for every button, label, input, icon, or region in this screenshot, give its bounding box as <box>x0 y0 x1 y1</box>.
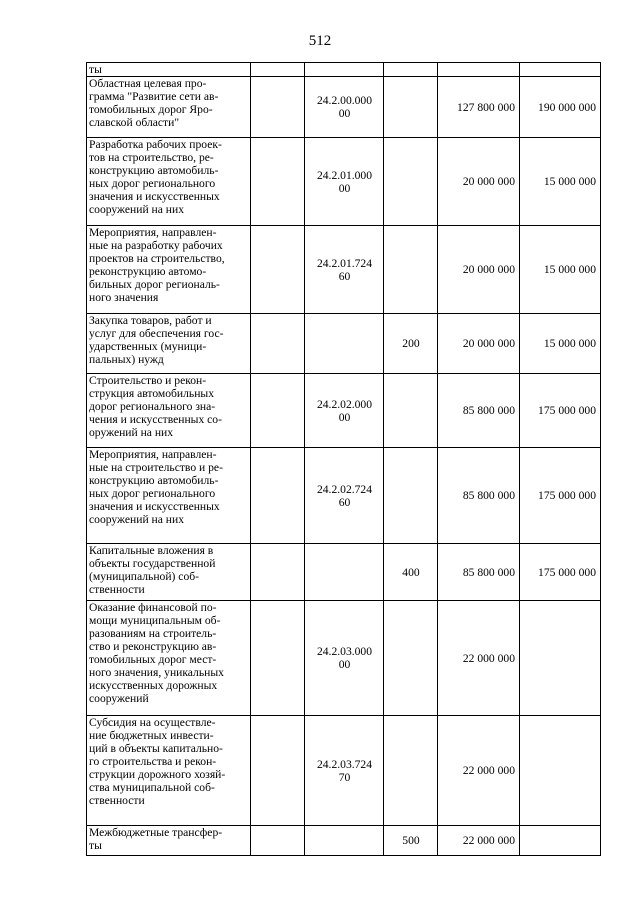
row-type-cell <box>384 77 438 138</box>
row-col2-cell <box>251 226 305 314</box>
row-amount-2-text: 15 000 000 <box>543 337 596 350</box>
row-amount-2-cell <box>520 448 601 544</box>
table-row <box>87 544 601 601</box>
row-amount-2-text: 15 000 000 <box>543 175 596 188</box>
row-name-cell <box>87 448 251 544</box>
row-code-text: 24.2.03.000 00 <box>316 645 373 671</box>
row-amount-2-text: 175 000 000 <box>538 404 596 417</box>
row-amount-2-text: 190 000 000 <box>538 100 596 114</box>
table-body <box>87 63 601 856</box>
row-col2-cell <box>251 826 305 856</box>
row-col2-cell <box>251 138 305 226</box>
row-amount-1-cell <box>438 826 520 856</box>
row-amount-1-text: 20 000 000 <box>462 175 515 188</box>
row-name-cell <box>87 544 251 601</box>
row-col2-cell <box>251 716 305 826</box>
row-amount-1-cell <box>438 716 520 826</box>
table-row <box>87 138 601 226</box>
row-type-cell <box>384 314 438 374</box>
row-amount-2-cell <box>520 138 601 226</box>
row-name-text: ты <box>89 63 102 76</box>
row-amount-1-text: 85 800 000 <box>462 565 515 579</box>
row-amount-2-cell <box>520 63 601 77</box>
row-amount-2-text: 175 000 000 <box>538 489 596 502</box>
table-row <box>87 716 601 826</box>
row-code-text: 24.2.02.724 60 <box>316 482 373 509</box>
row-name-cell <box>87 226 251 314</box>
row-amount-1-text: 22 000 000 <box>462 651 515 665</box>
row-name-text: Мероприятия, направлен- ные на разработку рабочих проектов на строительство, реконструкцию автомо- бильных дорог региональ- ного значения <box>89 226 225 304</box>
row-code-cell <box>305 826 384 856</box>
row-code-text: 24.2.03.724 70 <box>316 757 373 784</box>
row-col2-cell <box>251 601 305 716</box>
row-name-cell <box>87 716 251 826</box>
row-type-cell <box>384 826 438 856</box>
row-name-text: Межбюджетные трансфер- ты <box>89 826 223 852</box>
row-amount-2-cell <box>520 601 601 716</box>
row-code-text: 24.2.00.000 00 <box>316 94 373 120</box>
row-col2-cell <box>251 77 305 138</box>
table-row <box>87 374 601 448</box>
row-type-text: 400 <box>402 565 420 579</box>
row-type-cell <box>384 716 438 826</box>
row-code-cell <box>305 374 384 448</box>
row-code-text: 24.2.01.000 00 <box>316 168 373 195</box>
row-code-cell <box>305 77 384 138</box>
row-code-cell <box>305 226 384 314</box>
table-row <box>87 226 601 314</box>
row-type-text: 200 <box>402 337 420 350</box>
row-amount-2-cell <box>520 374 601 448</box>
row-amount-1-cell <box>438 448 520 544</box>
row-amount-1-text: 20 000 000 <box>462 263 515 276</box>
table-row <box>87 448 601 544</box>
row-name-text: Строительство и рекон- струкция автомобильных дорог регионального зна- чения и искусственных со- оружений на них <box>89 374 222 439</box>
row-amount-1-cell <box>438 226 520 314</box>
row-amount-2-cell <box>520 314 601 374</box>
row-amount-2-cell <box>520 826 601 856</box>
row-name-cell <box>87 314 251 374</box>
row-name-cell <box>87 63 251 77</box>
row-amount-1-cell <box>438 77 520 138</box>
row-amount-2-text: 15 000 000 <box>543 263 596 276</box>
row-amount-1-text: 22 000 000 <box>462 834 515 847</box>
row-col2-cell <box>251 63 305 77</box>
row-type-cell <box>384 374 438 448</box>
row-name-cell <box>87 374 251 448</box>
row-amount-2-text: 175 000 000 <box>538 565 596 579</box>
row-amount-1-cell <box>438 314 520 374</box>
row-amount-1-cell <box>438 544 520 601</box>
row-amount-1-text: 20 000 000 <box>462 337 515 350</box>
row-type-cell <box>384 601 438 716</box>
row-name-cell <box>87 826 251 856</box>
row-code-cell <box>305 63 384 77</box>
table-row <box>87 826 601 856</box>
row-type-cell <box>384 544 438 601</box>
row-name-text: Закупка товаров, работ и услуг для обеспечения гос- ударственных (муници- пальных) нужд <box>89 314 224 366</box>
row-col2-cell <box>251 374 305 448</box>
row-amount-1-text: 85 800 000 <box>462 489 515 502</box>
row-type-text: 500 <box>402 834 420 847</box>
row-type-cell <box>384 63 438 77</box>
row-name-text: Оказание финансовой по- мощи муниципальным об- разованиям на строитель- ство и реконструкцию ав- томобильных дорог мест- ного значения, уникальных искусственных дорожных сооружений <box>89 601 224 705</box>
row-code-text: 24.2.01.724 60 <box>316 256 373 283</box>
budget-table <box>86 62 601 856</box>
table-row <box>87 63 601 77</box>
row-name-text: Мероприятия, направлен- ные на строительство и ре- конструкцию автомобиль- ных дорог регионального значения и искусственных сооружений на них <box>89 448 223 526</box>
row-col2-cell <box>251 448 305 544</box>
row-name-cell <box>87 601 251 716</box>
row-amount-2-cell <box>520 77 601 138</box>
row-name-text: Капитальные вложения в объекты государственной (муниципальной) соб- ственности <box>89 544 216 596</box>
row-code-cell <box>305 716 384 826</box>
table-row <box>87 314 601 374</box>
row-name-cell <box>87 138 251 226</box>
row-name-text: Субсидия на осуществле- ние бюджетных инвести- ций в объекты капитально- го строительства и рекон- струкции дорожного хозяй- ства муниципальной соб- ственности <box>89 716 226 807</box>
row-amount-2-cell <box>520 226 601 314</box>
row-code-cell <box>305 314 384 374</box>
row-type-cell <box>384 226 438 314</box>
row-amount-1-cell <box>438 374 520 448</box>
row-col2-cell <box>251 544 305 601</box>
row-type-cell <box>384 138 438 226</box>
row-amount-1-cell <box>438 601 520 716</box>
row-amount-1-text: 127 800 000 <box>457 100 515 114</box>
table-row <box>87 77 601 138</box>
row-code-cell <box>305 544 384 601</box>
row-amount-1-cell <box>438 138 520 226</box>
row-amount-1-text: 22 000 000 <box>462 764 515 777</box>
row-col2-cell <box>251 314 305 374</box>
row-amount-1-text: 85 800 000 <box>462 404 515 417</box>
row-name-text: Областная целевая про- грамма "Развитие сети ав- томобильных дорог Яро- славской области" <box>89 77 219 129</box>
row-name-cell <box>87 77 251 138</box>
table-row <box>87 601 601 716</box>
row-amount-2-cell <box>520 544 601 601</box>
page-number: 512 <box>308 33 332 49</box>
row-code-cell <box>305 601 384 716</box>
row-code-cell <box>305 138 384 226</box>
row-type-cell <box>384 448 438 544</box>
row-amount-2-cell <box>520 716 601 826</box>
row-code-text: 24.2.02.000 00 <box>316 397 373 424</box>
row-code-cell <box>305 448 384 544</box>
row-amount-1-cell <box>438 63 520 77</box>
row-name-text: Разработка рабочих проек- тов на строительство, ре- конструкцию автомобиль- ных дорог регионального значения и искусственных сооружений на них <box>89 138 222 216</box>
